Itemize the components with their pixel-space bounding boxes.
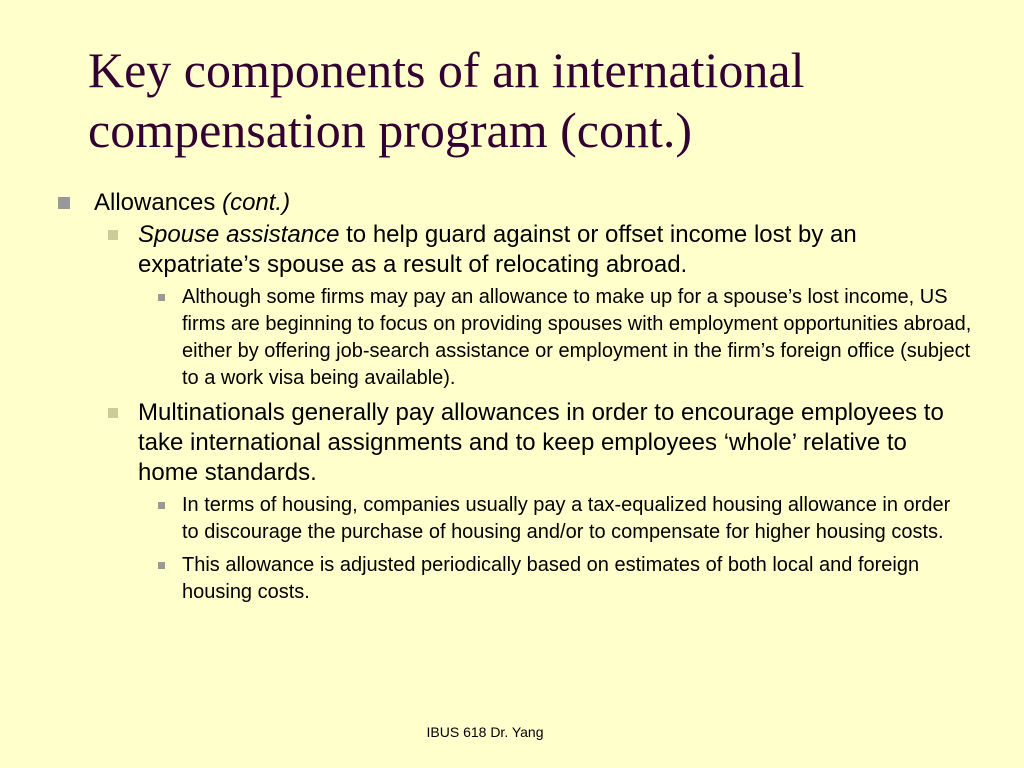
square-bullet-icon <box>158 294 165 301</box>
multinationals-text: Multinationals generally pay allowances in order to encourage employees to take international assignments and to keep employees ‘whole’ relative to home standards. <box>138 399 944 486</box>
spouse-detail-text: Although some firms may pay an allowance to make up for a spouse’s lost income, US firms are beginning to focus on providing spouses with employment opportunities abroad, either by offering job-search assistance or employment in the firm’s foreign office (subject to a work visa being available). <box>182 286 972 389</box>
bullet-multinationals <box>138 398 968 488</box>
square-bullet-icon <box>108 230 118 240</box>
allowances-label: Allowances <box>94 189 216 216</box>
square-bullet-icon <box>158 502 165 509</box>
square-bullet-icon <box>108 408 118 418</box>
bullet-spouse-detail <box>182 284 972 392</box>
allowances-label-italic: (cont.) <box>222 189 291 216</box>
slide-title-line-1: Key components of an international <box>88 42 805 98</box>
housing-text: In terms of housing, companies usually pay a tax-equalized housing allowance in order to discourage the purchase of housing and/or to compensate for higher housing costs. <box>182 494 951 543</box>
spouse-assistance-term: Spouse assistance <box>138 221 340 248</box>
bullet-housing <box>182 492 972 546</box>
slide-title-line-2: compensation program (cont.) <box>88 102 692 158</box>
bullet-spouse-assistance <box>138 220 968 280</box>
slide-title <box>88 40 988 160</box>
bullet-list <box>0 188 1024 606</box>
bullet-allowances <box>94 188 974 218</box>
square-bullet-icon <box>58 197 70 209</box>
bullet-adjusted <box>182 552 972 606</box>
spouse-assistance-text: to help guard against or offset income lost by an expatriate’s spouse as a result of relocating abroad. <box>138 221 857 278</box>
slide-footer: IBUS 618 Dr. Yang <box>426 724 544 740</box>
adjusted-text: This allowance is adjusted periodically based on estimates of both local and foreign housing costs. <box>182 554 920 603</box>
square-bullet-icon <box>158 562 165 569</box>
